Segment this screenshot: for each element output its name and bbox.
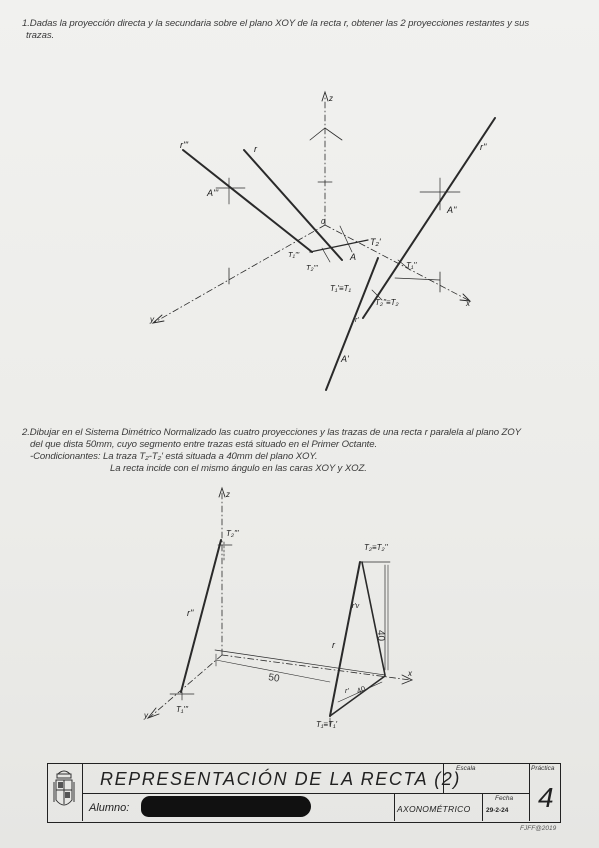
d1-r-triple	[183, 150, 312, 252]
d2-label-T1-triple: T₁'''	[176, 705, 188, 714]
d1-label-T1-triple: T₁'''	[288, 250, 300, 259]
d1-label-A-triple: A'''	[207, 188, 219, 198]
d1-label-x: x	[466, 299, 470, 308]
scale-label: Escala	[456, 765, 476, 772]
title-block-method-cell	[395, 794, 483, 821]
author-signature: FJFF@2019	[520, 825, 557, 832]
d1-label-r-double: r''	[480, 142, 487, 152]
d1-label-A-prime: A'	[341, 354, 349, 364]
d2-label-r-double: r''	[187, 608, 194, 618]
redacted-student-name	[141, 796, 311, 817]
exercise1-line1: 1.Dadas la proyección directa y la secundaria sobre el plano XOY de la recta r, obtener las 2 proyecciones restantes y sus	[22, 18, 530, 29]
d1-r-prime	[326, 258, 378, 390]
d1-label-T2-eq: T₂''≡T₂	[375, 298, 399, 307]
d1-label-z: z	[329, 94, 333, 103]
d1-segment-A	[310, 240, 368, 252]
diagram1-axes	[155, 95, 468, 322]
exercise2-line2: del que dista 50mm, cuyo segmento entre trazas está situado en el Primer Octante.	[30, 439, 378, 450]
d2-dim-40-vertical: 40	[375, 630, 386, 642]
title-block-student-cell	[83, 794, 395, 821]
exercise2-line3: -Condicionantes: La traza T₂-T₂' está situada a 40mm del plano XOY.	[30, 451, 318, 462]
title-block-emblem-cell	[48, 764, 83, 821]
d1-label-A-double: A''	[447, 205, 457, 215]
sheet-title: REPRESENTACIÓN DE LA RECTA (2)	[99, 769, 462, 789]
diagram1-labels	[149, 94, 487, 364]
title-block	[47, 763, 561, 823]
d1-r-direct	[244, 150, 342, 260]
title-block-scale-cell	[443, 764, 530, 794]
d1-label-y: y	[150, 315, 154, 324]
d1-label-r-triple: r'''	[180, 140, 189, 150]
d2-label-T1-eq: T₁≡T₁'	[316, 720, 338, 729]
practice-label: Práctica	[531, 765, 555, 772]
d2-y-arrow	[148, 708, 159, 718]
d2-dim-50: 50	[267, 672, 281, 685]
d1-y-axis	[155, 225, 325, 322]
d2-label-z: z	[226, 490, 230, 499]
d1-z-arrow	[322, 92, 328, 101]
d2-label-r: r	[332, 640, 335, 650]
practice-number: 4	[538, 782, 554, 813]
d1-label-A: A	[350, 252, 357, 262]
exercise2-line1: 2.Dibujar en el Sistema Dimétrico Normalizado las cuatro proyecciones y las trazas de una recta r paralela al plano ZOY	[22, 427, 521, 438]
d2-label-x: x	[408, 669, 412, 678]
d1-label-r-prime: r'	[355, 317, 359, 324]
d2-r-direct	[362, 562, 385, 675]
d1-label-T1-eq: T₁'≡T₁	[330, 284, 352, 293]
d1-label-r: r	[254, 144, 257, 154]
title-block-date-cell	[483, 794, 530, 821]
student-label: Alumno:	[89, 802, 130, 814]
projection-method: AXONOMÉTRICO	[397, 804, 471, 814]
d2-label-T2-eq: T₂≡T₂''	[364, 543, 388, 552]
d1-label-T2-triple: T₂'''	[306, 263, 318, 272]
date-value: 29-2-24	[486, 807, 509, 814]
d2-dim-40-diagonal: 40	[355, 684, 368, 696]
d1-label-T1-double: T₁''	[406, 261, 417, 270]
emblem-icon	[48, 764, 81, 819]
d1-label-T2-prime: T₂'	[370, 237, 381, 247]
d2-r-prime	[330, 676, 385, 716]
d2-label-y: y	[144, 711, 148, 720]
d1-y-arrow	[153, 315, 164, 323]
exercise2-line4: La recta incide con el mismo ángulo en las caras XOY y XOZ.	[110, 463, 367, 474]
diagram2-labels	[143, 490, 413, 729]
d2-label-r-vertical: r'v	[352, 603, 360, 610]
d1-z-tick	[310, 128, 342, 140]
d2-label-T2-triple: T₂'''	[226, 529, 239, 538]
date-label: Fecha	[495, 795, 514, 802]
d1-label-o: 0	[321, 219, 325, 226]
title-block-practice-cell	[530, 764, 560, 821]
exercise1-line2: trazas.	[26, 30, 55, 41]
d1-r-double	[363, 118, 495, 318]
d2-label-r-prime: r'	[345, 688, 349, 695]
